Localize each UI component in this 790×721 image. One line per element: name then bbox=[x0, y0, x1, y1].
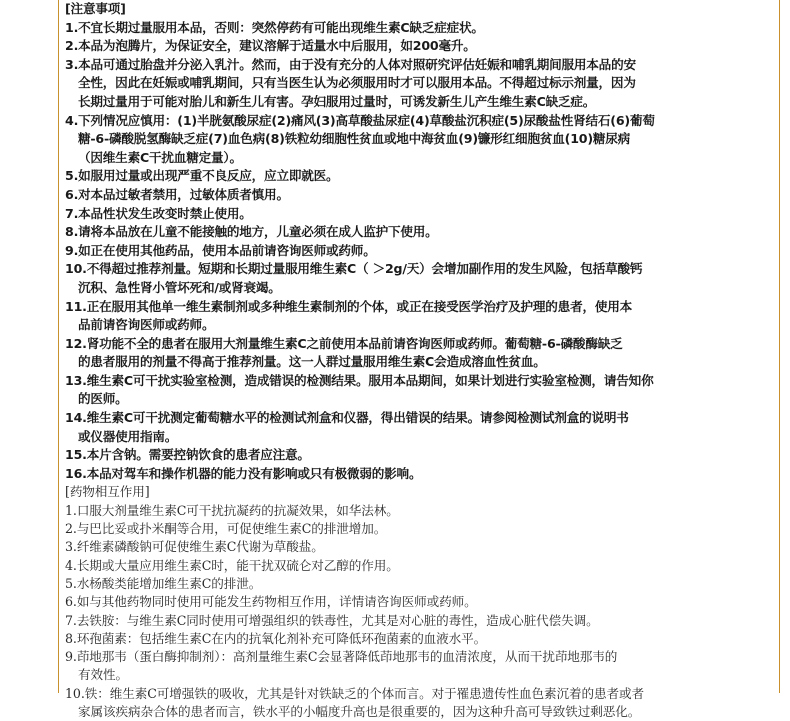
list-item bbox=[65, 685, 771, 721]
interactions-section bbox=[65, 483, 771, 721]
list-item bbox=[65, 260, 771, 297]
list-item bbox=[65, 242, 771, 261]
item-text-continued: 的患者服用的剂量不得高于推荐剂量。这一人群过量服用维生素C会造成溶血性贫血。 bbox=[78, 354, 546, 370]
item-text: 5.如服用过量或出现严重不良反应，应立即就医。 bbox=[65, 168, 339, 184]
list-item bbox=[65, 593, 771, 611]
item-text: 4.下列情况应慎用：(1)半胱氨酸尿症(2)痛风(3)高草酸盐尿症(4)草酸盐沉积症(5)尿酸盐性肾结石(6)葡萄 bbox=[65, 112, 655, 128]
interactions-list bbox=[65, 502, 771, 721]
item-text: 7.本品性状发生改变时禁止使用。 bbox=[65, 205, 252, 221]
item-text-continued: 长期过量用于可能对胎儿和新生儿有害。孕妇服用过量时，可诱发新生儿产生维生素C缺乏症。 bbox=[78, 93, 596, 109]
item-text: 1.口服大剂量维生素C可干扰抗凝药的抗凝效果，如华法林。 bbox=[65, 502, 399, 518]
item-text: 3.纤维素磷酸钠可促使维生素C代谢为草酸盐。 bbox=[65, 539, 324, 555]
list-item bbox=[65, 446, 771, 465]
list-item bbox=[65, 538, 771, 556]
item-text: 16.本品对驾车和操作机器的能力没有影响或只有极微弱的影响。 bbox=[65, 465, 422, 481]
list-item bbox=[65, 167, 771, 186]
list-item bbox=[65, 502, 771, 520]
list-item bbox=[65, 372, 771, 409]
item-text: 15.本片含钠。需要控钠饮食的患者应注意。 bbox=[65, 447, 310, 463]
list-item bbox=[65, 186, 771, 205]
list-item bbox=[65, 335, 771, 372]
item-text: 2.本品为泡腾片，为保证安全，建议溶解于适量水中后服用，如200毫升。 bbox=[65, 38, 476, 54]
list-item bbox=[65, 630, 771, 648]
item-text-continued: 全性，因此在妊娠或哺乳期间，只有当医生认为必须服用时才可以服用本品。不得超过标示剂量，因为 bbox=[78, 75, 636, 91]
item-text-continued: 有效性。 bbox=[78, 667, 128, 683]
leaflet-panel bbox=[58, 0, 780, 719]
item-text-continued: 或仪器使用指南。 bbox=[78, 428, 178, 444]
item-text: 8.环孢菌素：包括维生素C在内的抗氧化剂补充可降低环孢菌素的血液水平。 bbox=[65, 630, 487, 646]
item-text: 1.不宜长期过量服用本品，否则：突然停药有可能出现维生素C缺乏症症状。 bbox=[65, 19, 484, 35]
list-item bbox=[65, 409, 771, 446]
list-item bbox=[65, 223, 771, 242]
item-text: 6.如与其他药物同时使用可能发生药物相互作用，详情请咨询医师或药师。 bbox=[65, 594, 477, 610]
list-item bbox=[65, 19, 771, 38]
precautions-section bbox=[65, 0, 771, 483]
item-text-continued: 的医师。 bbox=[78, 391, 128, 407]
precautions-heading: [注意事项] bbox=[65, 1, 126, 16]
list-item bbox=[65, 648, 771, 685]
list-item bbox=[65, 575, 771, 593]
item-text: 5.水杨酸类能增加维生素C的排泄。 bbox=[65, 575, 262, 591]
item-text: 9.如正在使用其他药品，使用本品前请咨询医师或药师。 bbox=[65, 242, 376, 258]
item-text: 8.请将本品放在儿童不能接触的地方，儿童必须在成人监护下使用。 bbox=[65, 224, 438, 240]
list-item bbox=[65, 465, 771, 484]
item-text: 3.本品可通过胎盘并分泌入乳汁。然而，由于没有充分的人体对照研究评估妊娠和哺乳期间服用本品的安 bbox=[65, 56, 636, 72]
list-item bbox=[65, 56, 771, 112]
item-text: 4.长期或大量应用维生素C时，能干扰双硫仑对乙醇的作用。 bbox=[65, 557, 399, 573]
item-text: 14.维生素C可干扰测定葡萄糖水平的检测试剂盒和仪器，得出错误的结果。请参阅检测试剂盒的说明书 bbox=[65, 410, 629, 426]
item-text: 7.去铁胺：与维生素C同时使用可增强组织的铁毒性，尤其是对心脏的毒性，造成心脏代偿失调。 bbox=[65, 612, 599, 628]
item-text-continued: 糖-6-磷酸脱氢酶缺乏症(7)血色病(8)铁粒幼细胞性贫血或地中海贫血(9)镰形红细胞贫血(10)糖尿病 bbox=[78, 131, 631, 147]
item-text: 9.茚地那韦（蛋白酶抑制剂）：高剂量维生素C会显著降低茚地那韦的血清浓度，从而干扰茚地那韦的 bbox=[65, 649, 618, 665]
list-item bbox=[65, 112, 771, 168]
item-text: 6.对本品过敏者禁用，过敏体质者慎用。 bbox=[65, 186, 289, 202]
item-text: 10.铁：维生素C可增强铁的吸收，尤其是针对铁缺乏的个体而言。对于罹患遗传性血色素沉着的患者或者 bbox=[65, 685, 644, 701]
list-item bbox=[65, 37, 771, 56]
list-item bbox=[65, 205, 771, 224]
item-text-continued: 沉积、急性肾小管坏死和/或肾衰竭。 bbox=[78, 279, 281, 295]
item-text: 12.肾功能不全的患者在服用大剂量维生素C之前使用本品前请咨询医师或药师。葡萄糖-6-磷酸酶缺乏 bbox=[65, 335, 623, 351]
list-item bbox=[65, 520, 771, 538]
item-text-continued: 品前请咨询医师或药师。 bbox=[78, 317, 215, 333]
list-item bbox=[65, 298, 771, 335]
item-text: 10.不得超过推荐剂量。短期和长期过量服用维生素C（ ＞2g/天）会增加副作用的发生风险，包括草酸钙 bbox=[65, 261, 643, 277]
precautions-list bbox=[65, 19, 771, 484]
item-text: 13.维生素C可干扰实验室检测，造成错误的检测结果。服用本品期间，如果计划进行实验室检测，请告知你 bbox=[65, 372, 654, 388]
item-text: 11.正在服用其他单一维生素制剂或多种维生素制剂的个体，或正在接受医学治疗及护理的患者，使用本 bbox=[65, 298, 633, 314]
list-item bbox=[65, 557, 771, 575]
interactions-heading: [药物相互作用] bbox=[65, 484, 150, 500]
item-text-continued: （因维生素C干扰血糖定量）。 bbox=[78, 149, 242, 165]
item-text: 2.与巴比妥或扑米酮等合用，可促使维生素C的排泄增加。 bbox=[65, 521, 387, 537]
item-text-continued: 家属该疾病杂合体的患者而言，铁水平的小幅度升高也是很重要的，因为这种升高可导致铁过剩恶化。 bbox=[78, 704, 641, 719]
list-item bbox=[65, 612, 771, 630]
